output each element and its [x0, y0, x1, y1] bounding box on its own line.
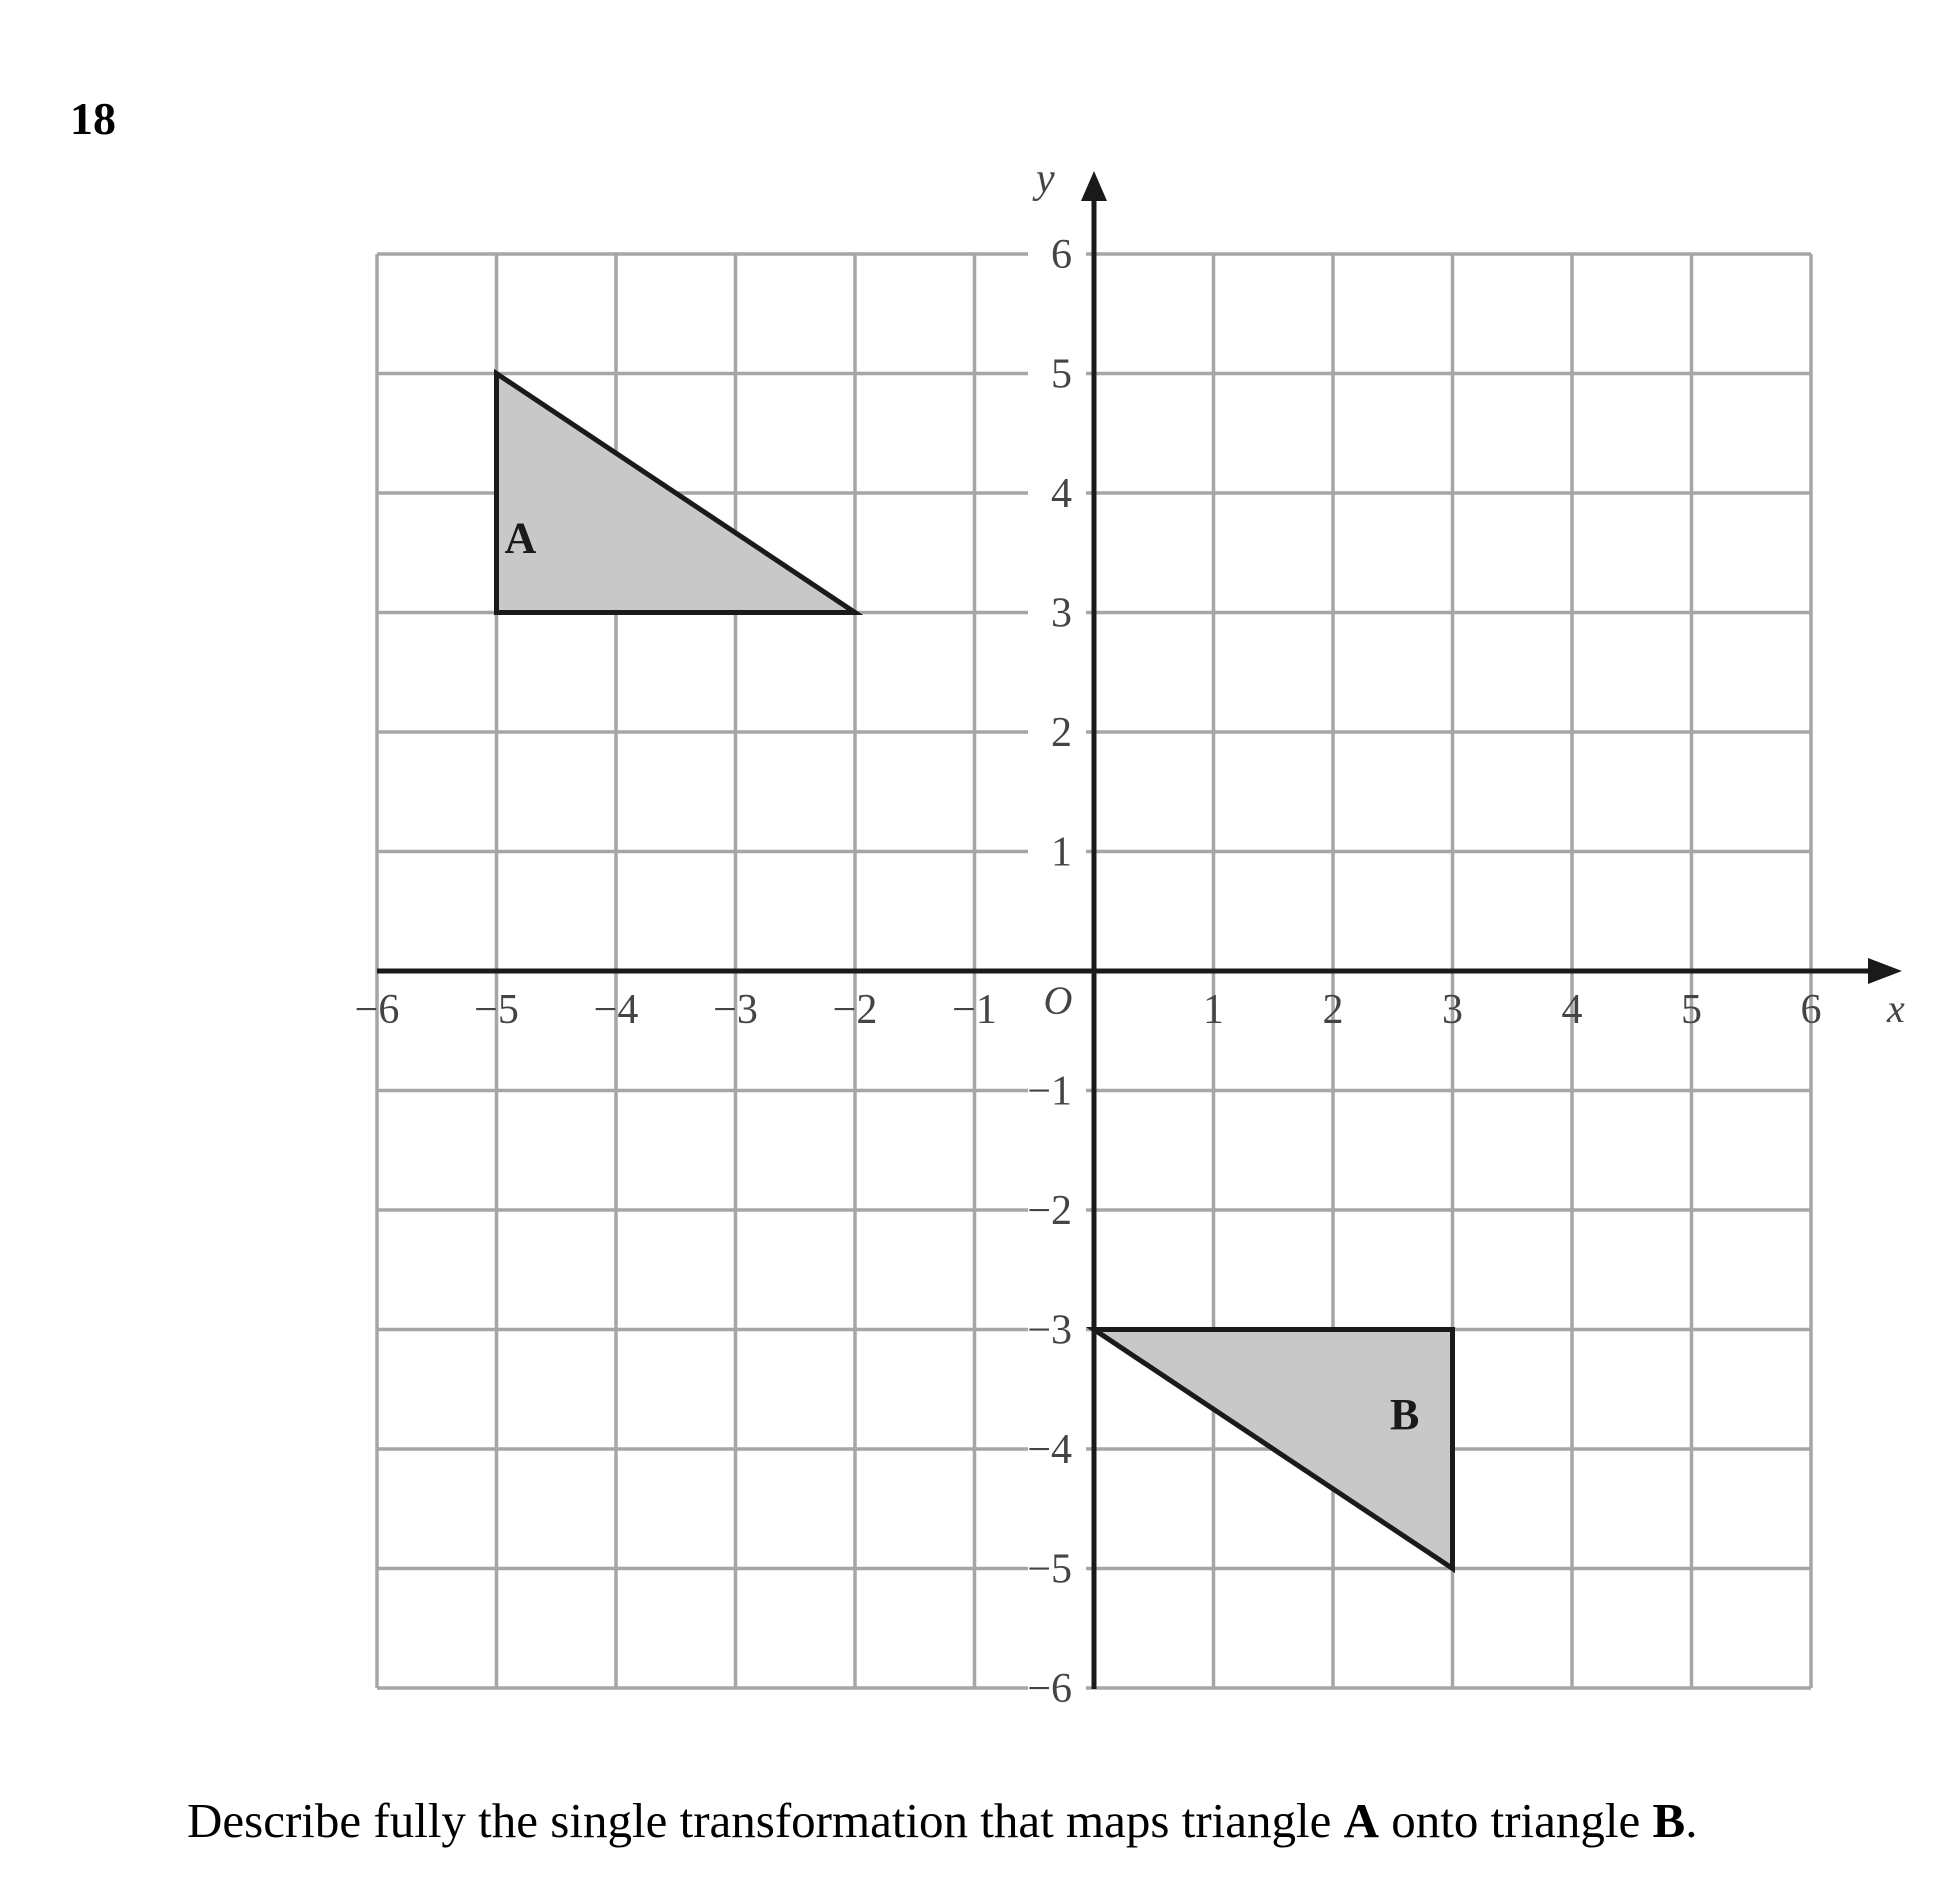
- y-tick-label: −5: [1027, 1546, 1072, 1593]
- labels-layer: [355, 156, 1905, 1712]
- x-tick-label: 2: [1322, 987, 1344, 1033]
- triangle-a-label: A: [504, 513, 537, 563]
- question-shape-a: A: [1343, 1793, 1380, 1848]
- x-tick-label: −2: [832, 987, 878, 1033]
- x-axis-arrowhead: [1868, 958, 1902, 984]
- origin-label: O: [1043, 978, 1073, 1023]
- x-tick-label: −4: [593, 987, 639, 1033]
- question-text-start: Describe fully the single transformation that maps triangle: [187, 1793, 1344, 1848]
- question-text-middle: onto triangle: [1379, 1793, 1653, 1848]
- y-tick-label: 4: [1051, 471, 1072, 517]
- x-tick-label: −1: [952, 987, 997, 1033]
- x-tick-label: −3: [713, 987, 758, 1033]
- question-shape-b: B: [1652, 1793, 1686, 1848]
- x-tick-label: 4: [1561, 987, 1583, 1033]
- y-tick-label: 3: [1051, 590, 1072, 637]
- y-tick-label: −6: [1027, 1666, 1072, 1712]
- x-tick-label: 6: [1800, 987, 1822, 1033]
- y-axis-label: y: [1036, 156, 1055, 202]
- question-text: [187, 1793, 1698, 1848]
- y-axis-arrowhead: [1081, 171, 1107, 201]
- x-tick-label: 5: [1681, 987, 1702, 1033]
- y-tick-label: −1: [1027, 1068, 1072, 1115]
- question-text-end: .: [1685, 1793, 1698, 1848]
- y-tick-label: −2: [1027, 1188, 1072, 1234]
- y-tick-label: 1: [1051, 829, 1072, 876]
- question-number: 18: [70, 93, 116, 144]
- x-tick-label: −6: [354, 987, 400, 1033]
- x-tick-label: 3: [1442, 987, 1463, 1033]
- y-tick-label: −3: [1027, 1307, 1072, 1354]
- triangle-b-label: B: [1390, 1389, 1420, 1439]
- x-tick-label: −5: [474, 987, 519, 1033]
- y-tick-label: 2: [1051, 710, 1072, 756]
- y-tick-label: 5: [1051, 351, 1072, 398]
- x-tick-label: 1: [1203, 987, 1224, 1033]
- y-tick-label: 6: [1051, 232, 1072, 278]
- y-tick-label: −4: [1027, 1427, 1072, 1473]
- x-axis-label: x: [1887, 986, 1905, 1031]
- axes-layer: [377, 171, 1902, 1689]
